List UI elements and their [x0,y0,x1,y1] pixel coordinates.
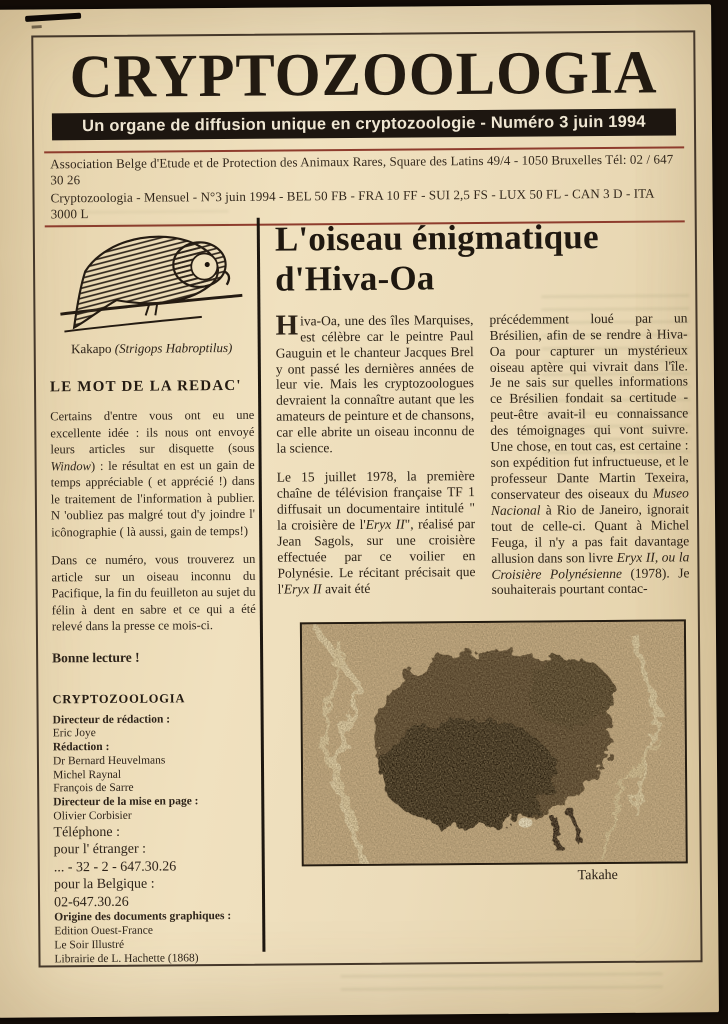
staff-name: Michel Raynal [53,768,122,782]
editorial-paragraph-2: Dans ce numéro, vous trouverez un article sur un oiseau inconnu du Pacifique, la fin du feuilleton au sujet du félin à dent en sabre et ce qui a été relevé dans la presse ce mois-ci. [51,551,256,634]
editorial-closing: Bonne lecture ! [52,649,140,665]
kakapo-caption: Kakapo (Strigops Habroptilus) [71,339,233,357]
staff-name: Eric Joye [52,727,96,740]
left-column [49,216,259,967]
column-divider-rule [257,218,265,952]
kakapo-illustration [53,216,250,340]
showthrough-ghost-text [341,973,663,998]
staff-role: Directeur de rédaction : [52,712,171,726]
takahe-photo [300,620,688,867]
editorial-section [50,378,256,666]
main-article [275,216,692,887]
staple-mark [25,13,81,22]
article-paragraph: précédemment loué par un Brésilien, afin de se rendre à Hiva-Oa pour capturer un mystérieux oiseau aptère qui vivrait dans l'île. Je ne sais sur quelles informations ce Brésilien fondait sa certitude - peut-être avait-il eu connaissance des témoignages qui vont suivre. Une chose, en tout cas, est certaine : son expédition fut infructueuse, et le professeur Dante Martin Texeira, conservateur des oiseaux du Museo Nacional à Rio de Janeiro, ignorait tout de celle-ci. Quant à Michel Feuga, il n'y a pas fait davantage allusion dans son livre Eryx II, ou la Croisière Polynésienne (1978). Je souhaiterais pourtant contac- [489,310,690,598]
dropcap: H [275,309,299,342]
page-content [35,208,701,965]
article-column-2 [489,310,689,611]
staff-name: François de Sarre [53,782,134,795]
article-title: L'oiseau énigmatique d'Hiva-Oa [274,217,599,299]
credits-role: Origine des documents graphiques : [54,910,232,924]
phone-number: ... - 32 - 2 - 647.30.26 [53,859,177,876]
credits-name: Librairie de L. Hachette (1868) [54,952,199,966]
price-info-line: Cryptozoologia - Mensuel - N°3 juin 1994 - BEL 50 FB - FRA 10 FF - SUI 2,5 FS - LUX 50 FL - CAN 3 D - ITA 3000 L [50,185,654,222]
editorial-heading: LE MOT DE LA REDAC' [49,377,242,396]
takahe-caption: Takahe [577,868,618,884]
credits-name: Edition Ouest-France [54,924,154,938]
credits-name: Le Soir Illustré [54,938,125,952]
article-column-1 [275,309,476,613]
staff-role: Rédaction : [52,741,110,754]
staff-heading: CRYPTOZOOLOGIA [52,690,186,706]
article-paragraph: Le 15 juillet 1978, la première chaîne de télévision française TF 1 diffusait un documentaire intitulé " la croisière de l'Eryx II", réalisé par Jean Sagols, sur une croisière effectuée par ce voilier en Polynésie. Le récitant précisait que l'Eryx II avait été [276,468,476,597]
staff-name: Dr Bernard Heuvelmans [52,754,166,768]
staff-role: Directeur de la mise en page : [53,795,199,809]
newsletter-title: CRYPTOZOOLOGIA [69,37,658,111]
phone-label: pour l' étranger : [53,842,147,858]
scanned-page [0,4,719,1018]
phone-label: Téléphone : [53,824,121,841]
page-border-frame [31,30,702,967]
staff-name: Olivier Corbisier [53,809,132,823]
article-paragraph: Hiva-Oa, une des îles Marquises, est célèbre car le peintre Paul Gauguin et le chanteur Jacques Brel y ont passé les dernières années de leur vie. Mais les cryptozoologues devraient la connaître autant que les amateurs de peinture et de chansons, car elle abrite un oiseau inconnu de la science. [275,309,475,456]
phone-number: 02-647.30.26 [54,894,129,911]
newsletter-banner: Un organe de diffusion unique en cryptozoologie - Numéro 3 juin 1994 [52,108,676,140]
article-columns [275,310,689,613]
phone-label: pour la Belgique : [53,876,155,893]
masthead-staff-box [52,690,258,967]
association-info-line: Association Belge d'Etude et de Protection des Animaux Rares, Square des Latins 49/4 - 1050 Bruxelles Tél: 02 / 647 30 26 [50,151,674,188]
editorial-paragraph-1: Certains d'entre vous ont eu une excellente idée : ils nous ont envoyé leurs articles sur disquette (sous Window) : le résultat en est un gain de temps appréciable ( et apprécié !) dans le traitement de l'information à publier. N 'oubliez pas malgré tout d'y joindre l' icônographie ( là aussi, gain de temps!) [50,407,256,539]
